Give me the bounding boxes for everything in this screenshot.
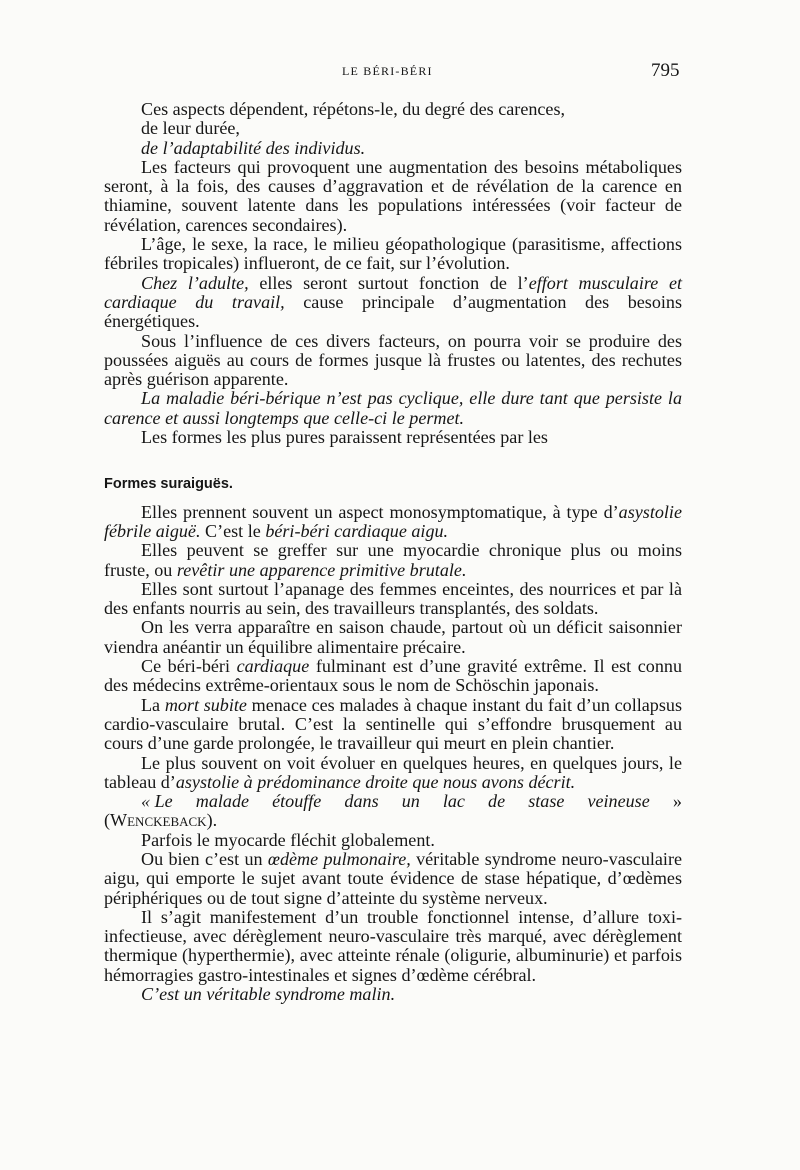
page-number: 795 <box>651 60 680 81</box>
quote-word: de <box>488 791 506 812</box>
text-run-italic: mort subite <box>164 694 247 715</box>
quote-word: stase <box>528 791 565 812</box>
text-run-italic: cardiaque <box>236 656 310 677</box>
quote-word: un <box>401 791 420 812</box>
paragraph: Elles sont surtout l’apanage des femmes enceintes, des nourrices et par là des enfants nourris au sein, des travailleurs transplantés, des soldats. <box>104 578 682 619</box>
text-run: véritable syndrome neuro-vasculaire aigu, qui emporte le sujet avant toute évidence de stase hépatique, d’œdèmes périphériques ou de tout signe d’atteinte du système nerveux. <box>104 848 683 908</box>
paragraph: Sous l’influence de ces divers facteurs, on pourra voir se produire des poussées aiguës au cours de formes jusque là frustes ou latentes, des rechutes après guérison apparente. <box>104 330 682 390</box>
paragraph <box>104 696 682 754</box>
paragraph: Les formes les plus pures paraissent représentées par les <box>141 427 548 448</box>
text-run-italic: revêtir une apparence primitive brutale. <box>176 559 467 580</box>
text-run: ). <box>206 810 218 831</box>
paragraph <box>104 541 682 580</box>
quote-word: « Le <box>141 791 173 812</box>
section-heading: Formes suraiguës. <box>104 476 233 493</box>
body-text <box>104 100 682 1004</box>
text-run: cause principale d’augmentation des besoins énergétiques. <box>104 291 683 332</box>
paragraph: L’âge, le sexe, la race, le milieu géopathologique (parasitisme, affections fébriles tropicales) influeront, de ce fait, sur l’évolution. <box>104 234 682 274</box>
text-run: Ou bien c’est un <box>141 848 268 869</box>
text-run: Ces aspects dépendent, répétons-le, du degré des carences, <box>141 99 566 119</box>
quote-attribution: (Wenckeback). <box>104 810 218 831</box>
text-run-italic: La maladie béri-bérique n’est pas cyclique, elle dure tant que persiste la carence et aussi longtemps que celle-ci le permet. <box>104 388 682 428</box>
text-run: de leur durée, <box>141 118 240 139</box>
paragraph <box>104 119 682 138</box>
text-run: Ce béri-béri <box>141 656 237 677</box>
text-run: fulminant est d’une gravité extrême. Il est connu des médecins extrême-orientaux sous le nom de Schöschin japonais. <box>104 656 682 696</box>
quote-word: veineuse <box>587 791 650 812</box>
quote-word: dans <box>344 791 379 812</box>
paragraph <box>104 850 682 908</box>
text-run: Le plus souvent on voit évoluer en quelques heures, en quelques jours, le tableau d’ <box>104 752 682 792</box>
paragraph <box>104 139 682 158</box>
text-run-italic: asystolie fébrile aiguë. <box>104 501 682 541</box>
text-run-italic: béri-béri cardiaque aigu. <box>265 520 449 541</box>
running-title: LE BÉRI-BÉRI <box>342 64 433 78</box>
paragraph <box>104 100 682 119</box>
quote-word: lac <box>442 791 465 812</box>
text-run-italic: C’est un véritable syndrome malin. <box>141 984 396 1005</box>
quote-word: malade <box>195 791 250 812</box>
text-run-italic: de l’adaptabilité des individus. <box>141 137 366 158</box>
text-run: Elles peuvent se greffer sur une myocardie chronique plus ou moins fruste, ou <box>104 540 682 580</box>
text-run-italic: Chez l’adulte, <box>141 272 249 293</box>
text-run: La <box>141 694 165 715</box>
paragraph: Il s’agit manifestement d’un trouble fonctionnel intense, d’allure toxi-infectieuse, avec dérèglement neuro-vasculaire très marqué, avec dérèglement thermique (hyperthermie), avec atteinte rénale (oligurie, albuminurie) et parfois hémorragies gastro-intestinales et signes d’œdème cérébral. <box>104 906 682 985</box>
paragraph <box>104 389 682 428</box>
text-run: Elles prennent souvent un aspect monosymptomatique, à type d’ <box>141 501 619 522</box>
paragraph: Les facteurs qui provoquent une augmentation des besoins métaboliques seront, à la fois, des causes d’aggravation et de révélation de la carence en thiamine, souvent latente dans les populations intéressées (voir facteur de révélation, carences secondaires). <box>104 156 682 235</box>
text-run: elles seront surtout fonction de l’ <box>248 272 529 293</box>
quote-line <box>104 792 682 811</box>
paragraph: On les verra apparaître en saison chaude, partout où un déficit saisonnier viendra anéantir un équilibre alimentaire précaire. <box>104 617 682 657</box>
paragraph <box>104 503 682 542</box>
text-run-italic: effort musculaire et cardiaque du travail, <box>104 272 682 312</box>
quote-author: Wenckeback <box>110 810 207 831</box>
text-run-italic: œdème pulmonaire, <box>267 848 411 869</box>
quote-word: étouffe <box>272 791 322 812</box>
paragraph <box>104 985 682 1004</box>
text-run: C’est le <box>200 520 266 541</box>
text-run: menace ces malades à chaque instant du fait d’un collapsus cardio-vasculaire brutal. C’est la sentinelle qui s’effondre brusquement au cours d’une garde prolongée, le travailleur qui meurt en plein chantier. <box>104 694 682 754</box>
text-run-italic: asystolie à prédominance droite que nous avons décrit. <box>175 771 576 792</box>
quote-word: » <box>672 791 682 812</box>
paragraph: Parfois le myocarde fléchit globalement. <box>141 829 435 850</box>
paragraph <box>104 274 682 332</box>
paragraph <box>104 657 682 696</box>
paragraph <box>104 754 682 793</box>
